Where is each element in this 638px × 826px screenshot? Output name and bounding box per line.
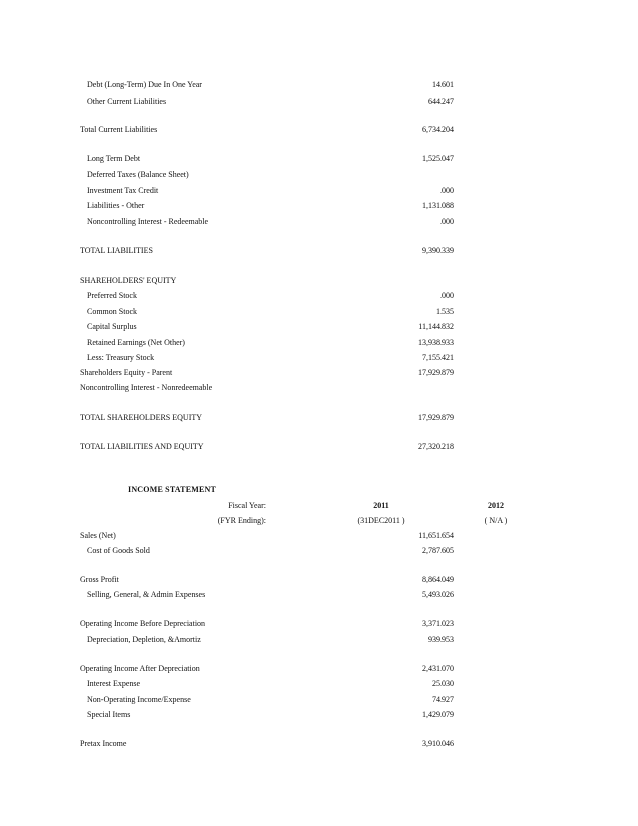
balance-row-total-shareholders-equity: [0, 411, 638, 425]
balance-row-shareholders-equity-parent: [0, 366, 638, 380]
income-row-sales-net: [0, 529, 638, 543]
row-label: TOTAL LIABILITIES: [80, 246, 153, 255]
balance-row-other-current-liabilities: [0, 95, 638, 109]
row-label: Shareholders Equity - Parent: [80, 368, 173, 377]
row-value: .000: [440, 291, 454, 300]
row-value: 11,651.654: [418, 531, 454, 540]
balance-row-retained-earnings: [0, 336, 638, 350]
row-value: 17,929.879: [418, 368, 454, 377]
fiscal-year-2011: 2011: [373, 501, 389, 510]
row-label: Sales (Net): [80, 531, 116, 540]
row-value: 6,734.204: [422, 125, 454, 134]
row-value: 14.601: [432, 80, 454, 89]
fyr-ending-2011: (31DEC2011 ): [357, 516, 405, 525]
balance-row-capital-surplus: [0, 320, 638, 334]
row-value: 3,371.023: [422, 619, 454, 628]
row-label: Common Stock: [87, 307, 138, 316]
income-statement-title: INCOME STATEMENT: [128, 485, 217, 494]
row-value: 939.953: [428, 635, 454, 644]
income-row-depreciation: [0, 633, 638, 647]
row-label: Total Current Liabilities: [80, 125, 158, 134]
row-label: Capital Surplus: [87, 322, 137, 331]
fiscal-year-row: [0, 499, 638, 513]
row-label: Retained Earnings (Net Other): [87, 338, 185, 347]
row-value: 2,431.070: [422, 664, 454, 673]
row-value: 3,910.046: [422, 739, 454, 748]
row-value: 17,929.879: [418, 413, 454, 422]
fyr-ending-row: [0, 514, 638, 528]
row-value: 9,390.339: [422, 246, 454, 255]
balance-row-total-liabilities: [0, 244, 638, 258]
income-row-non-operating-income: [0, 693, 638, 707]
row-value: 644.247: [428, 97, 454, 106]
fyr-ending-2012: ( N/A ): [484, 516, 508, 525]
balance-row-noncontrolling-nonredeemable: [0, 381, 638, 395]
row-label: TOTAL LIABILITIES AND EQUITY: [80, 442, 204, 451]
row-value: 2,787.605: [422, 546, 454, 555]
row-label: Other Current Liabilities: [87, 97, 167, 106]
row-label: Non-Operating Income/Expense: [87, 695, 191, 704]
row-value: 7,155.421: [422, 353, 454, 362]
row-value: .000: [440, 217, 454, 226]
row-label: Less: Treasury Stock: [87, 353, 155, 362]
fiscal-year-label: Fiscal Year:: [228, 501, 266, 510]
balance-row-total-liabilities-and-equity: [0, 440, 638, 454]
row-label: Depreciation, Depletion, &Amortiz: [87, 635, 201, 644]
row-label: Long Term Debt: [87, 154, 141, 163]
balance-row-treasury-stock: [0, 351, 638, 365]
income-row-cost-of-goods-sold: [0, 544, 638, 558]
row-value: 1,429.079: [422, 710, 454, 719]
row-label: Liabilities - Other: [87, 201, 145, 210]
income-row-gross-profit: [0, 573, 638, 587]
balance-row-total-current-liabilities: [0, 123, 638, 137]
section-heading: SHAREHOLDERS' EQUITY: [80, 276, 177, 285]
balance-row-liabilities-other: [0, 199, 638, 213]
row-value: 1.535: [436, 307, 454, 316]
row-label: Noncontrolling Interest - Nonredeemable: [80, 383, 213, 392]
balance-row-deferred-taxes: [0, 168, 638, 182]
row-value: 5,493.026: [422, 590, 454, 599]
balance-row-shareholders-equity-header: [0, 274, 638, 288]
row-label: Selling, General, & Admin Expenses: [87, 590, 206, 599]
balance-row-preferred-stock: [0, 289, 638, 303]
balance-row-common-stock: [0, 305, 638, 319]
income-row-operating-income-before-depreciation: [0, 617, 638, 631]
income-statement-title-row: [0, 483, 638, 497]
income-row-interest-expense: [0, 677, 638, 691]
row-label: Gross Profit: [80, 575, 119, 584]
fyr-ending-label: (FYR Ending):: [217, 516, 266, 525]
row-label: Deferred Taxes (Balance Sheet): [87, 170, 189, 179]
row-value: 13,938.933: [418, 338, 454, 347]
balance-row-debt-due: [0, 78, 638, 92]
row-label: Pretax Income: [80, 739, 127, 748]
balance-row-noncontrolling-redeemable: [0, 215, 638, 229]
row-label: Cost of Goods Sold: [87, 546, 150, 555]
row-label: TOTAL SHAREHOLDERS EQUITY: [80, 413, 203, 422]
row-label: Noncontrolling Interest - Redeemable: [87, 217, 209, 226]
row-label: Interest Expense: [87, 679, 141, 688]
row-value: 27,320.218: [418, 442, 454, 451]
row-label: Special Items: [87, 710, 131, 719]
row-value: 1,131.088: [422, 201, 454, 210]
fiscal-year-2012: 2012: [488, 501, 504, 510]
income-row-special-items: [0, 708, 638, 722]
row-value: 1,525.047: [422, 154, 454, 163]
income-row-pretax-income: [0, 737, 638, 751]
row-value: 11,144.832: [418, 322, 454, 331]
row-value: 25.030: [432, 679, 454, 688]
row-label: Debt (Long-Term) Due In One Year: [87, 80, 202, 89]
balance-row-long-term-debt: [0, 152, 638, 166]
row-label: Operating Income Before Depreciation: [80, 619, 206, 628]
income-row-operating-income-after-depreciation: [0, 662, 638, 676]
row-label: Operating Income After Depreciation: [80, 664, 200, 673]
row-value: 74.927: [432, 695, 454, 704]
row-value: 8,864.049: [422, 575, 454, 584]
balance-row-investment-tax-credit: [0, 184, 638, 198]
income-row-sga-expenses: [0, 588, 638, 602]
row-value: .000: [440, 186, 454, 195]
row-label: Investment Tax Credit: [87, 186, 159, 195]
row-label: Preferred Stock: [87, 291, 137, 300]
